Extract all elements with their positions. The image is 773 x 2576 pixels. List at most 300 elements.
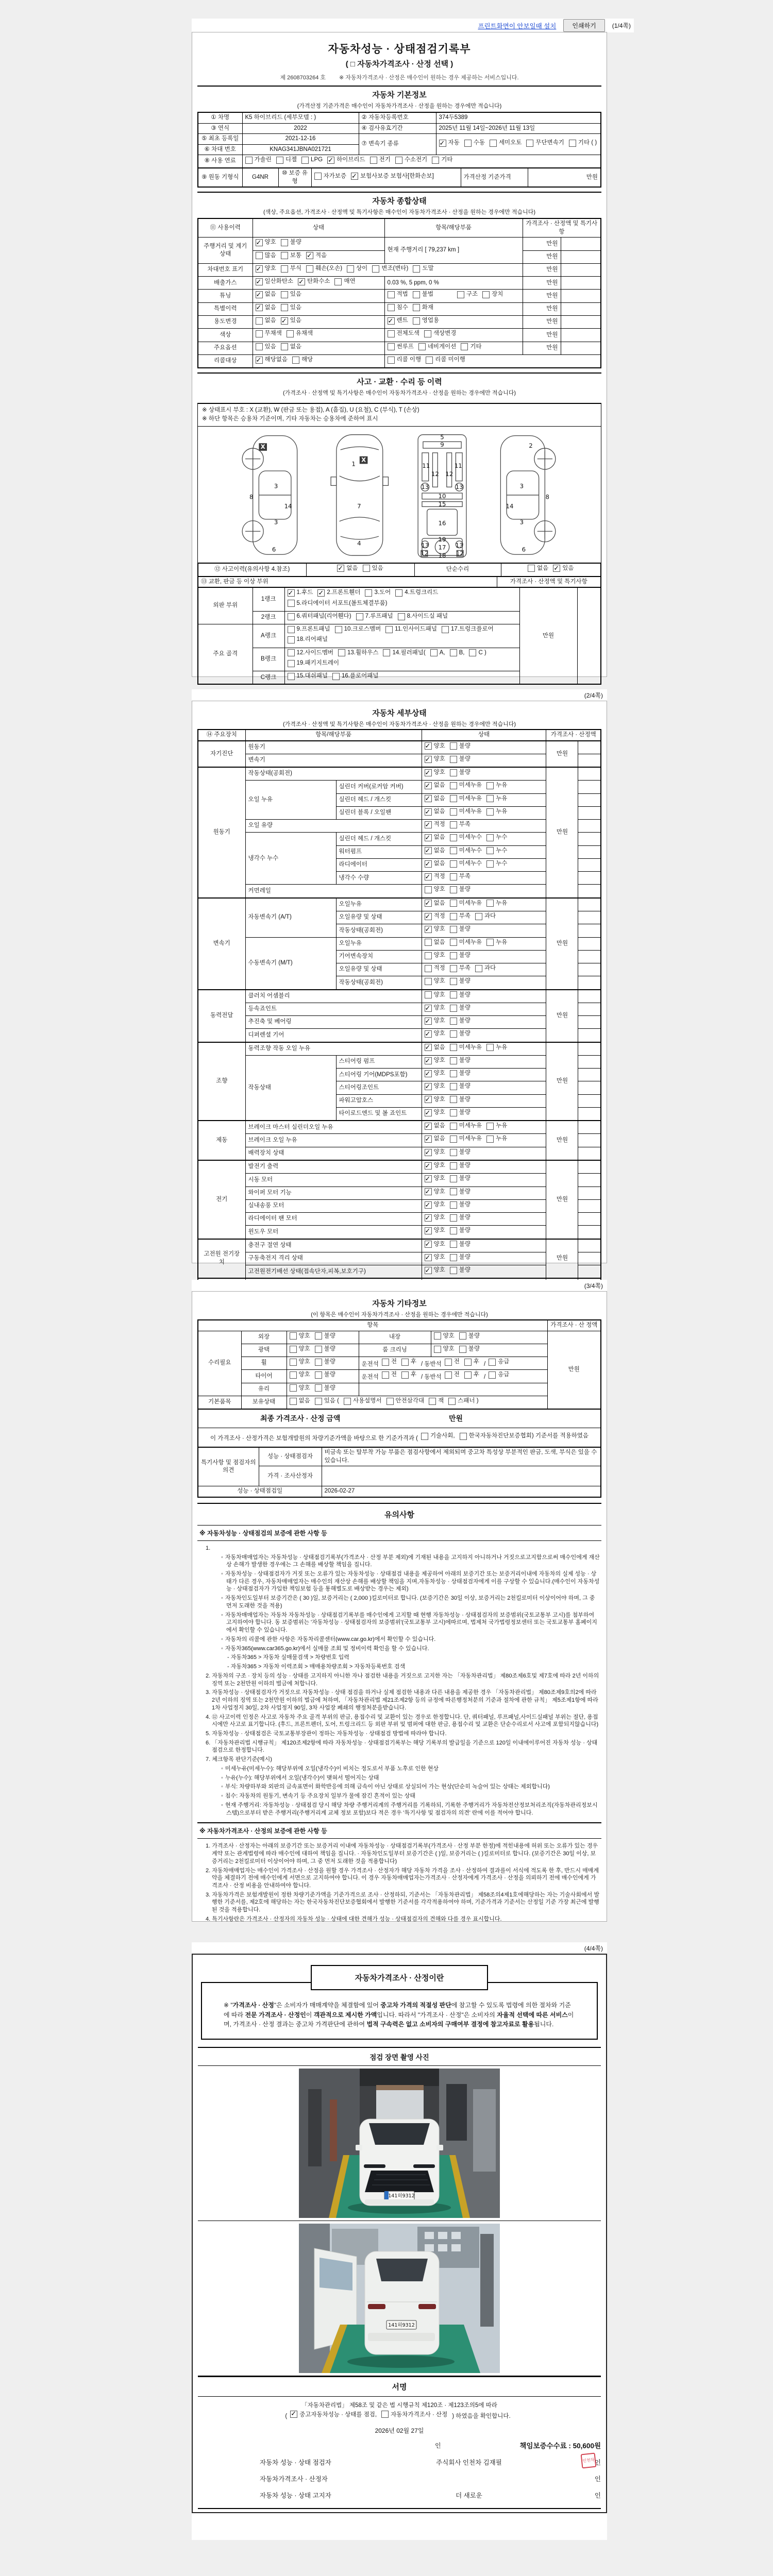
notice-line: 2. 자동차의 구조 · 장치 등의 성능 · 상태를 고지하지 아니한 자나 점검한 내용을 거짓으로 고지한 자는 「자동차관리법」 제80조제6호및 제7호에 따라 2년 이하의 징역 또는 2천만원 이하의 벌금에 처합니다.: [206, 1672, 599, 1687]
other-info-title: 자동차 기타정보: [372, 1299, 427, 1308]
checkbox-option: 11.인사이드패널: [385, 625, 437, 634]
unchecked-checkbox-icon: [450, 1175, 457, 1182]
item-name: 등속죠인트: [245, 1003, 422, 1015]
checkbox-option: 불량: [450, 1241, 470, 1249]
checkbox-option: 디젤: [276, 156, 297, 164]
color-change-options: [384, 329, 523, 342]
emission-label: 배출가스: [198, 277, 253, 290]
checkbox-option: ✓ 없음: [256, 304, 276, 312]
price-blank: [578, 1055, 601, 1068]
emission-values: 0.03 %, 5 ppm, 0 %: [384, 277, 523, 290]
price-blank: [578, 1029, 601, 1042]
checkbox-option: 수동: [464, 139, 485, 147]
rankB-options: [284, 648, 519, 671]
basic-info-title: 자동차 기본정보: [372, 91, 427, 99]
price-blank: [578, 1199, 601, 1212]
checkbox-option: 무단변속기: [526, 139, 564, 147]
checkbox-option: ✓ 없음: [425, 782, 445, 790]
other-info-table: [197, 1319, 601, 1410]
unchecked-checkbox-icon: [450, 1227, 457, 1234]
checkbox-option: 양호: [434, 1332, 455, 1341]
mileage-state-options: [253, 238, 384, 250]
state-options: [422, 845, 546, 858]
checkbox-option: 양호: [425, 991, 445, 999]
notice-line: ◦ 자동차365(www.car365.go.kr)에서 실매물 조회 및 정비이력 확인을 할 수 있습니다.: [221, 1645, 429, 1652]
checkbox-option: ✓ 양호: [425, 1241, 445, 1249]
signature-confirm-line: [198, 2410, 601, 2420]
unit-manwon: 만원: [523, 277, 561, 290]
unchecked-checkbox-icon: [486, 808, 494, 816]
price-blank: [578, 1081, 601, 1094]
price-blank: [578, 950, 601, 963]
notice-line: 1.: [206, 1545, 211, 1551]
unchecked-checkbox-icon: [464, 1359, 472, 1366]
state-options: [422, 1187, 546, 1199]
checkbox-option: 도말: [413, 265, 433, 273]
unchecked-checkbox-icon: [450, 821, 457, 828]
unchecked-checkbox-icon: [425, 952, 432, 959]
unchecked-checkbox-icon: [486, 847, 494, 854]
simple-repair-options: [501, 563, 601, 577]
notice-line: 4. ⑫ 사고이력 인정은 사고로 자동차 주요 골격 부위의 판금, 용접수리 및 교환이 있는 경우로 한정합니다. 단, 쿼터패널, 루프패널,사이드실패널 부위는 절단, 용접 시에만 사고로 표기합니다. (후드, 프론트펜더, 도어, 트렁크리드 등 외판 부위 및 범퍼에 대한 판금, 용접수리 및 교환은 단순수리로서 사고에 포함되지않습니다): [206, 1714, 599, 1728]
warranty-options: [311, 168, 461, 187]
unchecked-checkbox-icon: [288, 636, 295, 643]
unchecked-checkbox-icon: [426, 357, 433, 364]
notice-line: 3. 자동차성능 · 상태점검자가 거짓으로 자동차성능 · 상태 점검을 하거나 실제 점검한 내용과 다른 내용을 제공한 경우 「자동차관리법」 제80조제9호의2에 따라 2년 이하의 징역 또는 2천만원 이하의 벌금에 처하며, 「자동차관리법 제21조제2항 등의 규정에 따른행정처분의 기준과 절차에 관한 규칙」 제5조제1항에 따라 1차 사업정지 30일, 2차 사업정지 90일, 3차 사업장 폐쇄의 행정처분을받습니다.: [206, 1689, 598, 1711]
checkbox-option: 가솔린: [245, 156, 272, 164]
vin-mark-label: 차대번호 표기: [198, 263, 253, 276]
page-1: [192, 32, 607, 681]
price-blank: [578, 1160, 601, 1174]
checkbox-option: 있음 (: [315, 1397, 339, 1405]
accident-flag-table: [197, 563, 601, 577]
main-frame-label: 주요 골격: [198, 624, 253, 685]
unchecked-checkbox-icon: [383, 649, 390, 656]
state-options: [422, 1239, 546, 1252]
holding-state-label: 보유상태: [241, 1396, 287, 1409]
item-sub: 작동상태(공회전): [336, 924, 422, 937]
model-year-label: ③ 연식: [198, 123, 242, 134]
item-sub: 작동상태(공회전): [336, 976, 422, 990]
checkbox-option: 후: [401, 1371, 416, 1379]
checked-checkbox-icon: [256, 239, 263, 246]
unchecked-checkbox-icon: [382, 1371, 389, 1379]
device-category: 원동기: [198, 767, 245, 898]
unchecked-checkbox-icon: [450, 1162, 457, 1170]
print-helper-install-link[interactable]: 프린트화면이 안보일때 설치: [478, 22, 557, 30]
unchecked-checkbox-icon: [288, 613, 295, 620]
unchecked-checkbox-icon: [315, 1332, 322, 1340]
price-blank: [578, 806, 601, 819]
other-col-price: 가격조사 · 산 정액: [547, 1320, 601, 1331]
checkbox-option: A,: [430, 649, 445, 657]
state-options: [422, 898, 546, 911]
other-col-item: 항목: [198, 1320, 547, 1331]
notice-line: - 자동차365 > 자동차 실매물검색 > 차량번호 입력: [227, 1654, 349, 1661]
unchecked-checkbox-icon: [256, 330, 263, 337]
unchecked-checkbox-icon: [486, 795, 494, 802]
checked-checkbox-icon: [288, 589, 295, 597]
unchecked-checkbox-icon: [388, 291, 395, 298]
unchecked-checkbox-icon: [450, 742, 457, 750]
checked-checkbox-icon: [425, 769, 432, 776]
checkbox-option: 불량: [459, 1345, 480, 1353]
item-name: 구동축전지 격리 상태: [245, 1252, 422, 1265]
notice-line: ◦ 자동차매매업자는 자동차 자동차성능 · 상태점검기록부를 매수인에게 고지할 때 현행 자동차성능 · 상태점검자의 보증범위(국토교통부 고시)를 첨부하여 고지하여야 합니다. 동 보증범위는 '자동차성능 · 상태점검자의 보증범위'(국토교통부 고시)에따르며, 법제처 국가법령정보센터 또는 국토교통부 홈페이지에서 확인할 수 있습니다.: [221, 1612, 597, 1634]
wheel-position-options: [359, 1357, 547, 1370]
checkbox-option: 없음: [528, 565, 548, 573]
tuning-label: 튜닝: [198, 290, 253, 302]
item-name: 변속기: [245, 754, 422, 767]
checkbox-option: 불량: [450, 1030, 470, 1038]
main-option-kind-options: [384, 342, 523, 354]
checked-checkbox-icon: [388, 317, 395, 325]
checkbox-option: ✓ 중고자동차성능 · 상태를 점검,: [290, 2410, 377, 2418]
rank2-label: 2랭크: [253, 611, 284, 624]
checkbox-option: 무채색: [256, 330, 282, 338]
unchecked-checkbox-icon: [418, 343, 426, 350]
checkbox-option: 미세누유: [450, 1122, 482, 1130]
checkbox-option: 불량: [315, 1384, 335, 1393]
checkbox-option: ✓ 양호: [425, 1017, 445, 1025]
unchecked-checkbox-icon: [482, 291, 490, 298]
unchecked-checkbox-icon: [450, 1096, 457, 1103]
unchecked-checkbox-icon: [450, 1005, 457, 1012]
price-blank: [578, 937, 601, 950]
color-options: [253, 329, 384, 342]
vin-mark-options: [253, 263, 523, 276]
checked-checkbox-icon: [337, 565, 344, 572]
checkbox-option: 누유: [486, 1122, 507, 1130]
price-unit: 만원: [546, 990, 578, 1042]
exchange-price-unit: 만원: [519, 587, 577, 684]
state-options: [422, 833, 546, 845]
exchange-head-table: [197, 576, 601, 588]
checkbox-option: 상이: [347, 265, 367, 273]
checkbox-option: ✓ 없음: [425, 1044, 445, 1052]
unchecked-checkbox-icon: [445, 1371, 452, 1379]
state-options: [422, 1121, 546, 1134]
main-option-options: [253, 342, 384, 354]
detail-row: [198, 781, 601, 793]
unchecked-checkbox-icon: [287, 330, 294, 337]
unchecked-checkbox-icon: [475, 913, 482, 920]
unchecked-checkbox-icon: [315, 1371, 322, 1379]
checkbox-option: ✓ 보험사보증 보험사[한화손보]: [351, 173, 434, 181]
checkbox-option: ✓ 없음: [425, 1135, 445, 1143]
unchecked-checkbox-icon: [424, 330, 431, 337]
notice-line: ◦ 침수: 자동차의 원동기, 변속기 등 주요장치 일부가 물에 잠긴 흔적이 있는 상태: [221, 1793, 416, 1800]
signer-role: 자동차가격조사 · 산정자: [260, 2476, 328, 2483]
col-price: 가격조사 · 산정액 및 특기사항: [523, 218, 601, 238]
price-blank: [578, 767, 601, 781]
unchecked-checkbox-icon: [256, 252, 263, 259]
checkbox-option: ✓ 없음: [425, 795, 445, 803]
notice-line: 1. 가격조사 · 산정자는 아래의 보증기간 또는 보증거리 이내에 자동차성능 · 상태점검기록부(가격조사 · 산정 부분 한정)에 적힌내용에 허위 또는 오류가 있는 경우 계약 또는 관계법령에 따라 매수인에 대하여 책임을 집니다. · 자동차인도일부터 보증기간은 ( )일, 보증거리는 ( )킬로미터로 합니다. (보증기간은 30일 이상, 보증거리는 2천킬로미터 이상이어야 하며, 그 중 먼저 도래한 것을 적용합니다): [206, 1843, 598, 1865]
fee-row: [198, 2440, 601, 2450]
col-item: 항목/해당부품: [384, 218, 523, 238]
state-options: [422, 1081, 546, 1094]
unchecked-checkbox-icon: [450, 1109, 457, 1116]
checkbox-option: 기타: [432, 156, 452, 164]
item-sub: 워터펌프: [336, 845, 422, 858]
unchecked-checkbox-icon: [386, 1398, 394, 1405]
checked-checkbox-icon: [425, 900, 432, 907]
tire-label: 타이어: [241, 1370, 287, 1383]
state-options: [422, 885, 546, 898]
checked-checkbox-icon: [425, 1162, 432, 1170]
item-name: 작동상태(공회전): [245, 767, 422, 781]
state-options: [422, 1199, 546, 1212]
device-category: 변속기: [198, 898, 245, 990]
diagram-number: 12: [456, 549, 464, 557]
unchecked-checkbox-icon: [347, 265, 354, 273]
special-history-options: [253, 302, 384, 315]
detail-row: [198, 1029, 601, 1042]
detail-row: [198, 1121, 601, 1134]
checkbox-option: ✓ 없음: [337, 565, 358, 573]
usage-change-label: 용도변경: [198, 315, 253, 328]
unchecked-checkbox-icon: [450, 1267, 457, 1274]
detail-row: [198, 1265, 601, 1279]
unchecked-checkbox-icon: [450, 978, 457, 985]
state-options: [422, 1160, 546, 1174]
unchecked-checkbox-icon: [290, 1371, 297, 1379]
page-number-indicator: (1/4쪽): [612, 22, 631, 29]
price-blank: [578, 976, 601, 990]
color-label: 색상: [198, 329, 253, 342]
inspection-photo-rear-wrap: [198, 2221, 601, 2376]
checkbox-option: 누수: [486, 847, 507, 855]
unchecked-checkbox-icon: [450, 1254, 457, 1261]
checked-checkbox-icon: [256, 291, 263, 298]
unchecked-checkbox-icon: [356, 613, 363, 620]
checkbox-option: 불량: [450, 1175, 470, 1183]
checkbox-option: 불량: [450, 952, 470, 960]
appraisal-info-title: 자동차가격조사 · 산정이란: [311, 1965, 488, 1990]
item-sub: 오일누유: [336, 937, 422, 950]
checkbox-option: 14.필러패널(: [383, 649, 425, 657]
overall-condition-table: [197, 218, 601, 368]
item-name: 배력장치 상태: [245, 1147, 422, 1160]
page-2: [192, 701, 607, 1275]
checkbox-option: 양호: [290, 1358, 310, 1366]
print-button[interactable]: 인쇄하기: [563, 19, 604, 32]
unchecked-checkbox-icon: [459, 1346, 466, 1353]
checkbox-option: 부식: [281, 265, 301, 273]
unchecked-checkbox-icon: [281, 265, 288, 273]
detail-row: [198, 741, 601, 754]
signer-role: 자동차 성능 · 상태 점검자: [260, 2459, 331, 2467]
remarks-table: [197, 1447, 601, 1498]
item-name: 실내송풍 모터: [245, 1199, 422, 1212]
detail-row: [198, 1252, 601, 1265]
checkbox-option: ✓ 양호: [425, 1082, 445, 1091]
unchecked-checkbox-icon: [450, 1136, 457, 1143]
checkbox-option: ✓ 양호: [425, 1188, 445, 1196]
checkbox-option: 전: [445, 1371, 460, 1379]
unit-manwon: 만원: [523, 342, 561, 354]
unchecked-checkbox-icon: [281, 252, 288, 259]
option-text: (: [285, 2413, 288, 2420]
usage-change-kind-options: [384, 315, 523, 328]
checkbox-option: ✓ 2.프론트휀더: [317, 589, 360, 597]
price-blank: [578, 1042, 601, 1056]
unchecked-checkbox-icon: [370, 157, 377, 164]
page2-marker: (2/4쪽): [192, 689, 607, 701]
checkbox-option: ✓ 양호: [425, 1175, 445, 1183]
unchecked-checkbox-icon: [344, 1398, 351, 1405]
checkbox-option: 적정: [425, 964, 445, 973]
reg-no-label: ② 자동차등록번호: [359, 112, 436, 123]
unchecked-checkbox-icon: [288, 660, 295, 667]
item-sub: 파워고압호스: [336, 1094, 422, 1107]
diagram-number: 4: [357, 539, 361, 547]
detail-row: [198, 1239, 601, 1252]
item-name: 발전기 출력: [245, 1160, 422, 1174]
checkbox-option: 불량: [450, 1227, 470, 1235]
checkbox-option: ✓ 양호: [425, 1253, 445, 1262]
price-blank: [578, 833, 601, 845]
signer-seal: 인: [594, 2492, 601, 2500]
appraiser-remark-text: [322, 1466, 601, 1486]
license-plate-front: 141히9312: [388, 2193, 415, 2199]
checkbox-option: ✓ 적음: [306, 252, 327, 260]
diagram-number: 13: [421, 541, 429, 549]
state-options: [422, 1174, 546, 1187]
unchecked-checkbox-icon: [450, 886, 457, 893]
item-group: 작동상태: [245, 1055, 336, 1121]
checkbox-option: 미세누유: [450, 795, 482, 803]
state-options: [422, 754, 546, 767]
unchecked-checkbox-icon: [450, 965, 457, 972]
unchecked-checkbox-icon: [401, 1359, 409, 1366]
detail-row: [198, 767, 601, 781]
unchecked-checkbox-icon: [429, 1398, 436, 1405]
checkbox-option: ✓ 적정: [425, 873, 445, 881]
item-group: 오일 누유: [245, 781, 336, 820]
checkbox-option: 네비게이션: [418, 343, 457, 351]
unchecked-checkbox-icon: [425, 939, 432, 946]
checked-checkbox-icon: [425, 1227, 432, 1234]
diagram-number: 3: [274, 518, 278, 526]
unchecked-checkbox-icon: [381, 2411, 389, 2418]
inspection-date-label: 성능 · 상태점검일: [198, 1486, 322, 1497]
checkbox-option: ✓ 양호: [256, 265, 276, 273]
detail-col-price: 가격조사 · 산정액: [546, 730, 601, 741]
checkbox-option: ✓ 양호: [425, 769, 445, 777]
inspection-period-label: ④ 검사유효기간: [359, 123, 436, 134]
recall-options: [253, 354, 384, 368]
notice-line: 6. 「자동차관리법 시행규칙」 제120조제2항에 따라 자동차성능 · 상태점검기록부는 해당 기록부의 발급일을 기준으로 120일 이내에이루어진 자동차 성능 · 상태점검으로 한정합니다.: [206, 1739, 598, 1754]
item-sub: 오일유량 및 상태: [336, 911, 422, 924]
license-plate-rear: 141히9312: [388, 2322, 415, 2328]
diagram-number: 1: [351, 460, 356, 467]
unchecked-checkbox-icon: [413, 304, 420, 311]
tire-position-options: [359, 1370, 547, 1383]
signature-title: 서명: [198, 2376, 601, 2397]
unchecked-checkbox-icon: [450, 795, 457, 802]
unchecked-checkbox-icon: [334, 278, 342, 285]
unchecked-checkbox-icon: [290, 1332, 297, 1340]
unchecked-checkbox-icon: [450, 1018, 457, 1025]
unchecked-checkbox-icon: [315, 1384, 322, 1392]
diagram-number: 3: [274, 482, 278, 489]
notice-sec2-title: ※ 자동차가격조사 · 산정의 보증에 관한 사항 등: [197, 1822, 601, 1839]
price-unit: 만원: [546, 1121, 578, 1160]
special-history-kind-options: [384, 302, 523, 315]
unchecked-checkbox-icon: [281, 304, 288, 311]
checkbox-option: 썬루프: [388, 343, 414, 351]
main-option-label: 주요옵션: [198, 342, 253, 354]
checkbox-option: ✓ 렌트: [388, 317, 408, 325]
unchecked-checkbox-icon: [434, 1332, 441, 1340]
checked-checkbox-icon: [425, 795, 432, 802]
checked-checkbox-icon: [425, 926, 432, 933]
item-sub: 냉각수 수량: [336, 872, 422, 885]
unchecked-checkbox-icon: [450, 649, 457, 656]
diagram-number: 7: [357, 502, 361, 510]
checkbox-option: 불량: [450, 977, 470, 986]
unchecked-checkbox-icon: [281, 343, 288, 350]
checkbox-option: 미세누유: [450, 782, 482, 790]
rank1-label: 1랭크: [253, 587, 284, 611]
checkbox-option: 불량: [450, 1057, 470, 1065]
notice-sec2-lines: [197, 1839, 601, 1928]
checked-checkbox-icon: [425, 1109, 432, 1116]
checkbox-option: 16.플로어패널: [332, 672, 379, 681]
document-number: 제 2608703264 호: [280, 75, 326, 81]
accident-history-subtitle: (가격조사 · 산정액 및 특기사항은 매수인이 자동차가격조사 · 산정을 원하는 경우에만 적습니다): [282, 390, 516, 397]
checkbox-option: 전체도색: [388, 330, 419, 338]
diagram-number: 6: [272, 545, 276, 553]
state-options: [422, 858, 546, 871]
price-blank: [578, 898, 601, 911]
exterior-options: [287, 1331, 359, 1344]
detail-row: [198, 1226, 601, 1239]
unit-manwon: 만원: [523, 263, 561, 276]
item-name: 오일 유량: [245, 820, 422, 833]
model-year-value: 2022: [242, 123, 359, 134]
price-blank: [578, 911, 601, 924]
state-options: [422, 1016, 546, 1029]
diagram-number: X: [361, 455, 366, 463]
recall-label: 리콜대상: [198, 354, 253, 368]
price-blank: [578, 1239, 601, 1252]
unchecked-checkbox-icon: [335, 626, 342, 633]
notice-sec1-title: ※ 자동차성능 · 상태점검의 보증에 관한 사항 등: [197, 1526, 601, 1541]
overall-condition-header: [197, 192, 601, 218]
checkbox-option: 불량: [450, 1017, 470, 1025]
checkbox-option: 미세누유: [450, 1044, 482, 1052]
device-category: 전기: [198, 1160, 245, 1239]
fuel-label: ⑧ 사용 연료: [198, 155, 242, 168]
checkbox-option: 7.루프패널: [356, 613, 393, 621]
item-sub: 기어변속장치: [336, 950, 422, 963]
checkbox-option: 미세누유: [450, 939, 482, 947]
signer-role: 자동차 성능 · 상태 고지자: [260, 2492, 331, 2500]
device-category: 자기진단: [198, 741, 245, 768]
exterior-label: 외장: [241, 1331, 287, 1344]
checkbox-option: ✓ 없음: [425, 1122, 445, 1130]
checkbox-option: 불량: [450, 1148, 470, 1157]
polish-options: [287, 1344, 359, 1357]
unchecked-checkbox-icon: [256, 343, 263, 350]
checkbox-option: ✓ 없음: [425, 808, 445, 816]
item-name: 디퍼렌셜 기어: [245, 1029, 422, 1042]
unchecked-checkbox-icon: [486, 900, 494, 907]
checkbox-option: 불량: [450, 1096, 470, 1104]
